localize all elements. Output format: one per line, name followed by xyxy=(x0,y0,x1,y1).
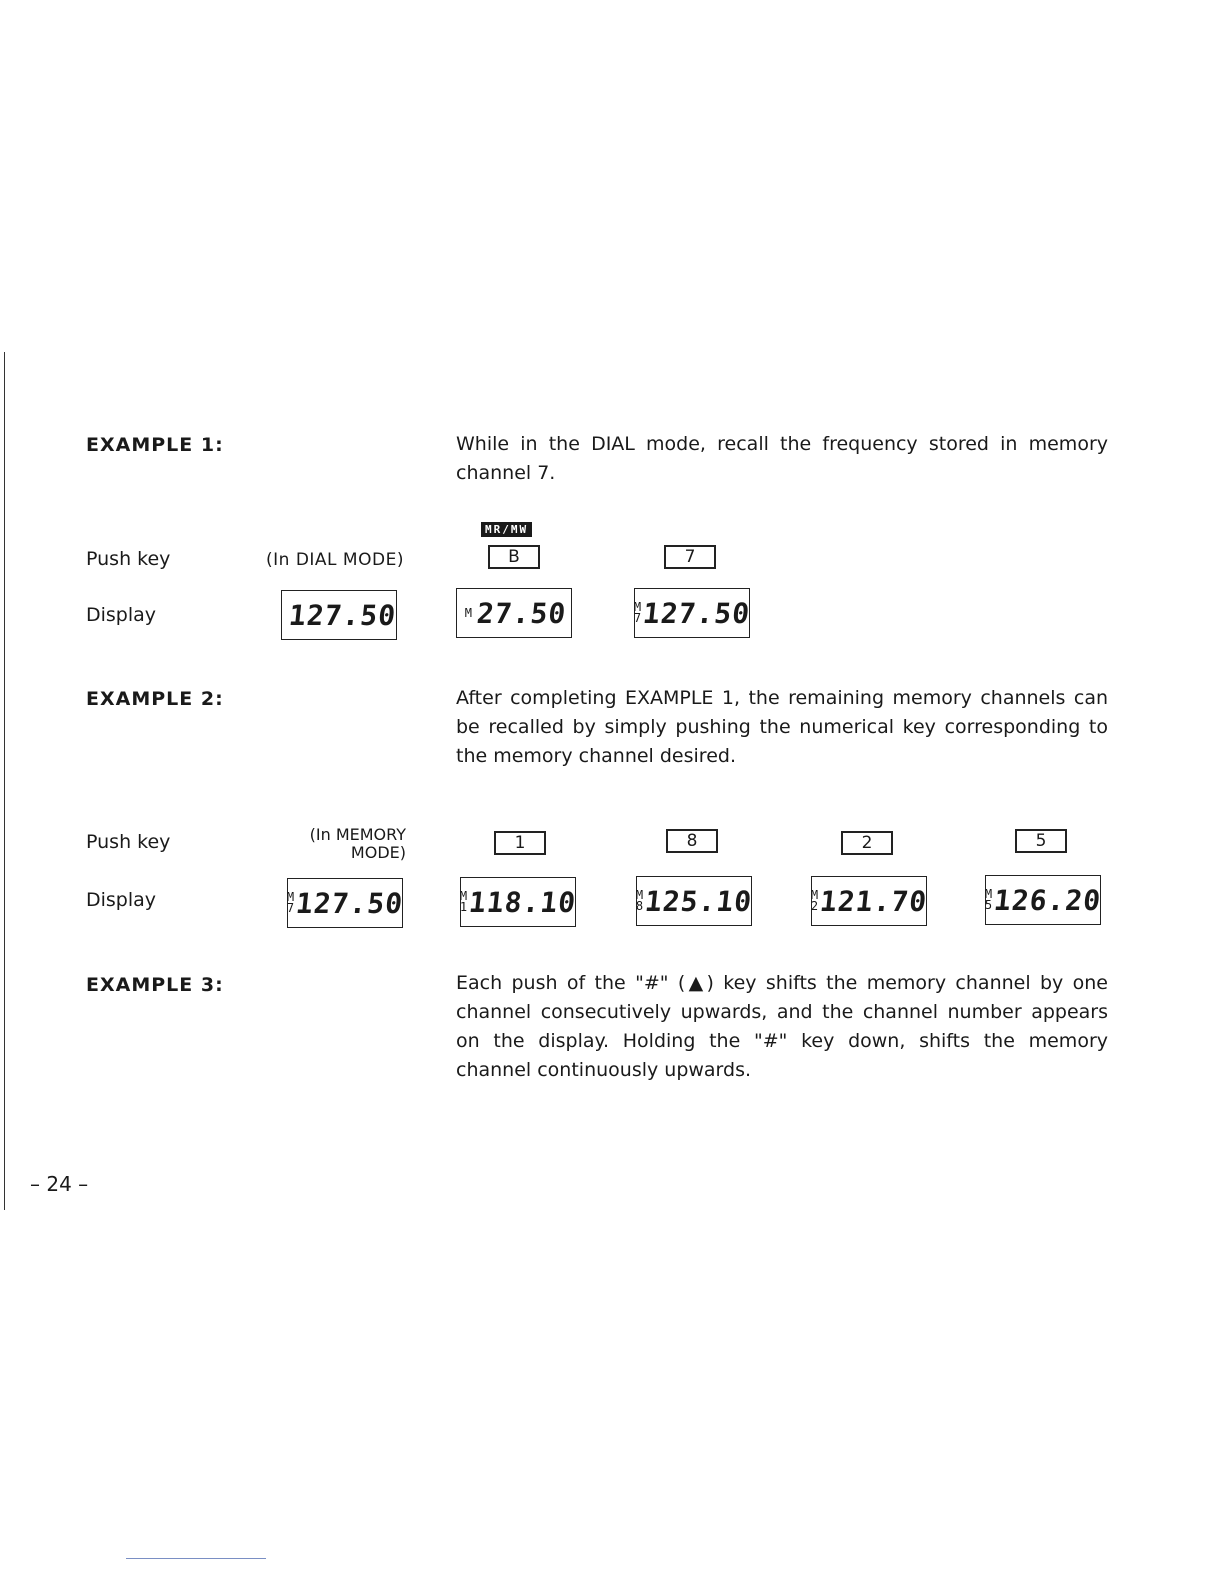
lcd-frequency: 127.50 xyxy=(294,886,405,920)
lcd-display xyxy=(287,878,403,928)
key-5[interactable]: 5 xyxy=(1015,829,1067,853)
key-8[interactable]: 8 xyxy=(666,829,718,853)
lcd-prefix: M 5 xyxy=(984,887,993,912)
mr-mw-key-tag: MR/MW xyxy=(481,522,532,537)
lcd-display xyxy=(811,876,927,926)
lcd-frequency: 127.50 xyxy=(641,596,752,630)
example1-display-label: Display xyxy=(86,604,157,626)
lcd-display xyxy=(985,875,1101,925)
footnote-rule xyxy=(126,1558,266,1559)
lcd-prefix: M xyxy=(464,605,472,620)
lcd-display xyxy=(636,876,752,926)
key-7[interactable]: 7 xyxy=(664,545,716,569)
margin-rule xyxy=(4,352,5,1210)
page-number: – 24 – xyxy=(30,1172,89,1196)
lcd-frequency: 126.20 xyxy=(992,883,1103,917)
lcd-prefix: M 2 xyxy=(810,888,819,913)
lcd-prefix: M 7 xyxy=(286,890,295,915)
example1-mode-note: (In DIAL MODE) xyxy=(266,550,404,570)
lcd-prefix: M 8 xyxy=(635,888,644,913)
lcd-frequency: 127.50 xyxy=(287,598,398,632)
example3-description: Each push of the "#" (▲) key shifts the memory channel by one channel consecutively upwards, and the channel number appears on the display. Holding the "#" key down, shifts the memory channel continuously upwards. xyxy=(456,972,1108,1081)
lcd-frequency: 118.10 xyxy=(467,885,578,919)
example2-mode-note-line2: MODE) xyxy=(350,843,406,862)
key-2[interactable]: 2 xyxy=(841,831,893,855)
example1-heading: EXAMPLE 1: xyxy=(86,434,224,456)
example2-heading: EXAMPLE 2: xyxy=(86,688,224,710)
lcd-display xyxy=(281,590,397,640)
lcd-prefix: M 7 xyxy=(633,600,642,625)
lcd-display xyxy=(634,588,750,638)
lcd-display xyxy=(456,588,572,638)
lcd-frequency: 125.10 xyxy=(643,884,754,918)
lcd-frequency: 121.70 xyxy=(818,884,929,918)
lcd-frequency: 27.50 xyxy=(475,596,569,630)
example2-push-key-label: Push key xyxy=(86,831,171,853)
lcd-display xyxy=(460,877,576,927)
example2-display-label: Display xyxy=(86,889,157,911)
example3-heading: EXAMPLE 3: xyxy=(86,974,224,996)
key-1[interactable]: 1 xyxy=(494,831,546,855)
example2-mode-note-line1: (In MEMORY xyxy=(309,825,406,844)
example2-mode-note xyxy=(286,826,406,862)
key-b[interactable]: B xyxy=(488,545,540,569)
example1-push-key-label: Push key xyxy=(86,548,171,570)
example2-description: After completing EXAMPLE 1, the remaining memory channels can be recalled by simply pushing the numerical key corresponding to the memory channel desired. xyxy=(456,687,1108,767)
example1-description: While in the DIAL mode, recall the frequency stored in memory channel 7. xyxy=(456,433,1108,484)
lcd-prefix: M 1 xyxy=(459,889,468,914)
